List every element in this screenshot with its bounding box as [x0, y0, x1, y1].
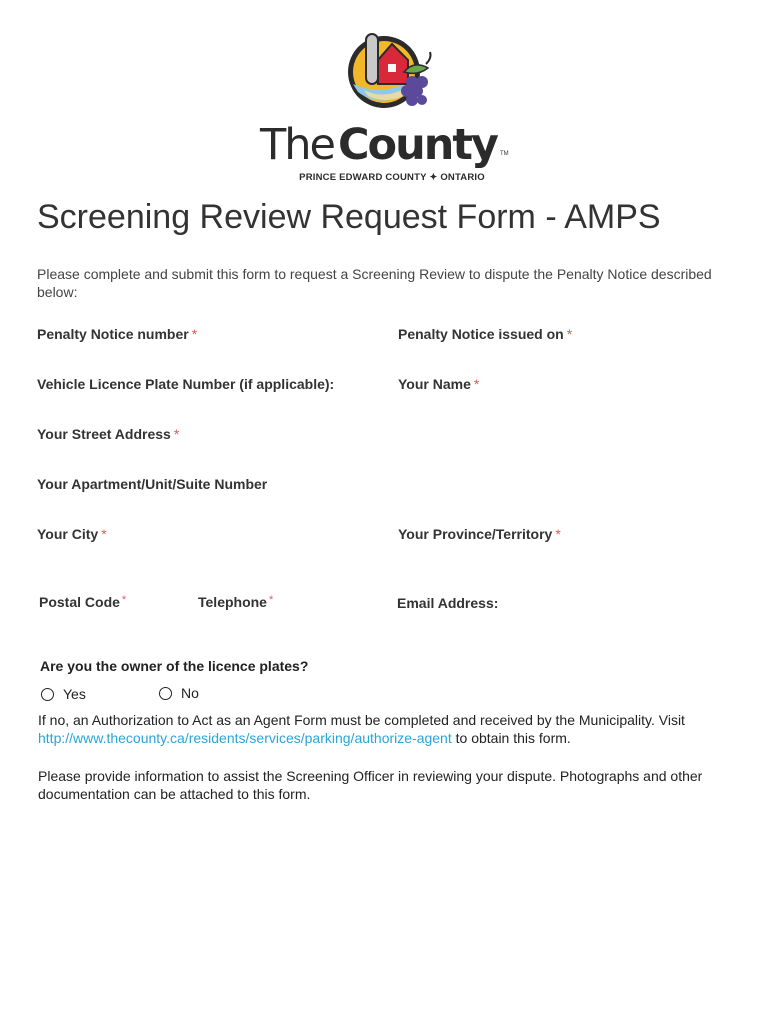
- plate-label: Vehicle Licence Plate Number (if applicable):: [37, 376, 335, 392]
- wordmark-county: County: [338, 120, 497, 170]
- brand-subtitle: PRINCE EDWARD COUNTY ✦ ONTARIO: [299, 172, 485, 183]
- trademark: TM: [500, 151, 509, 157]
- apartment-label: Your Apartment/Unit/Suite Number: [37, 476, 268, 492]
- form-title: Screening Review Request Form - AMPS: [37, 198, 661, 236]
- penalty-number-label: Penalty Notice number *: [37, 326, 198, 342]
- owner-yes-radio[interactable]: [41, 686, 86, 702]
- required-marker: *: [191, 326, 198, 342]
- radio-circle-icon[interactable]: [41, 688, 54, 701]
- owner-no-label: No: [181, 685, 199, 701]
- street-label: Your Street Address *: [37, 426, 180, 442]
- required-marker: *: [173, 426, 180, 442]
- form-intro: Please complete and submit this form to request a Screening Review to dispute the Penalty Notice described below:: [37, 266, 712, 300]
- county-emblem-icon: [346, 26, 436, 118]
- wordmark: [260, 121, 510, 169]
- city-label: Your City *: [37, 526, 107, 542]
- postal-label: Postal Code *: [39, 594, 127, 610]
- name-label: Your Name *: [398, 376, 480, 392]
- required-marker: *: [555, 526, 561, 542]
- required-marker: *: [268, 594, 274, 606]
- required-marker: *: [473, 376, 480, 392]
- telephone-label: Telephone *: [198, 594, 274, 610]
- required-marker: *: [101, 526, 107, 542]
- required-marker: *: [566, 326, 573, 342]
- agent-note: If no, an Authorization to Act as an Agent Form must be completed and received by the Municipality. Visit http://www.thecounty.ca/residents/services/parking/authorize-agent to obtain this form.: [38, 712, 685, 746]
- owner-question: Are you the owner of the licence plates?: [40, 658, 309, 674]
- province-label: Your Province/Territory *: [398, 526, 561, 542]
- email-label: Email Address:: [397, 595, 499, 611]
- county-logo: [250, 26, 520, 186]
- penalty-issued-label: Penalty Notice issued on *: [398, 326, 573, 342]
- radio-circle-icon[interactable]: [159, 687, 172, 700]
- owner-yes-label: Yes: [63, 686, 86, 702]
- authorize-agent-link[interactable]: http://www.thecounty.ca/residents/services/parking/authorize-agent: [38, 730, 452, 746]
- evidence-note: Please provide information to assist the Screening Officer in reviewing your dispute. Photographs and other documentation can be attached to this form.: [38, 768, 703, 802]
- required-marker: *: [121, 594, 127, 606]
- owner-no-radio[interactable]: [159, 685, 199, 701]
- wordmark-the: The: [260, 120, 334, 170]
